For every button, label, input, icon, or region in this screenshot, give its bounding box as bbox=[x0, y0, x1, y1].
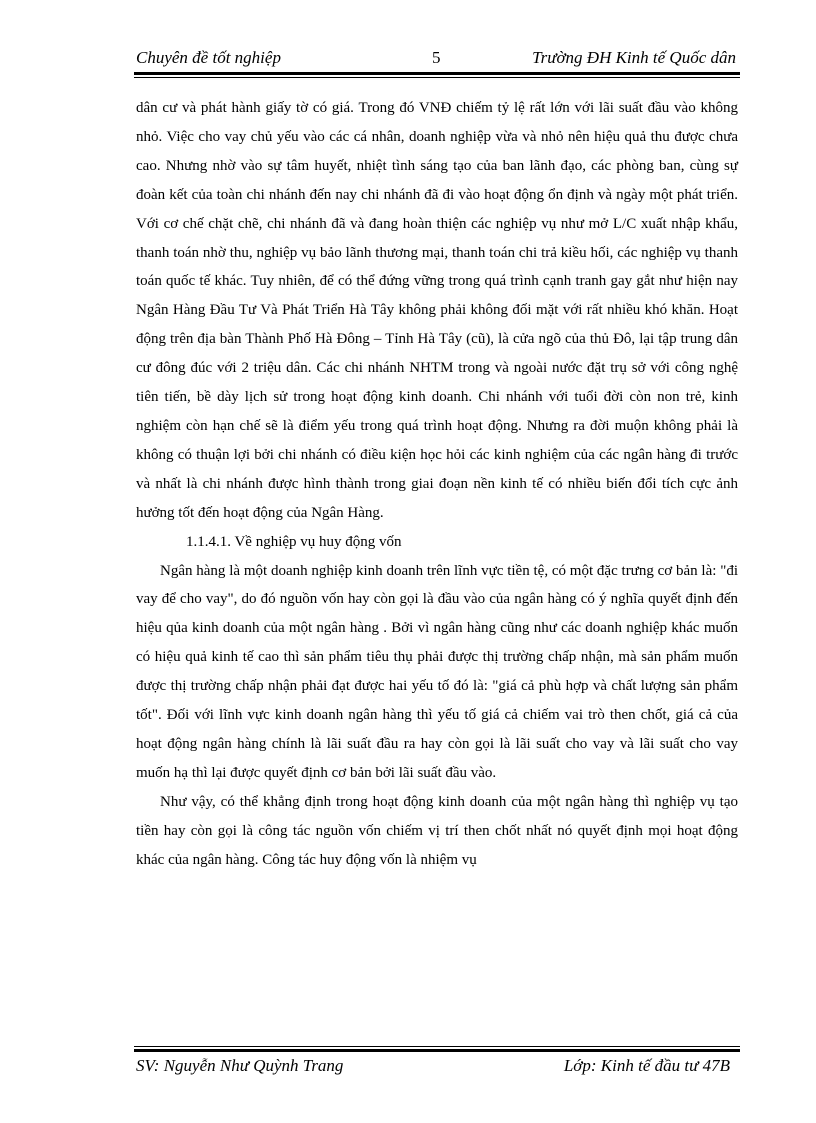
header-page-number: 5 bbox=[432, 48, 441, 67]
page-footer bbox=[134, 1054, 740, 1080]
header-document-type: Chuyên đề tốt nghiệp bbox=[136, 48, 281, 67]
header-rule-thick bbox=[134, 72, 740, 75]
header-university: Trường ĐH Kinh tế Quốc dân bbox=[532, 48, 736, 67]
footer-student-name: SV: Nguyễn Như Quỳnh Trang bbox=[136, 1056, 344, 1075]
footer-class-name: Lớp: Kinh tế đầu tư 47B bbox=[563, 1056, 730, 1075]
section-heading: 1.1.4.1. Về nghiệp vụ huy động vốn bbox=[186, 533, 402, 550]
page-body bbox=[136, 94, 738, 874]
paragraph-capital-mobilization: Ngân hàng là một doanh nghiệp kinh doanh trên lĩnh vực tiền tệ, có một đặc trưng cơ bản là: "đi vay để cho vay", do đó nguồn vốn hay còn gọi là đầu vào của ngân hàng có ý nghĩa quyết định đến hiệu qủa kinh doanh của một ngân hàng . Bởi vì ngân hàng cũng như các doanh nghiệp khác muốn có hiệu quả kinh tế cao thì sản phẩm tiêu thụ phải được thị trường chấp nhận, mà sản phẩm muốn được thị trường chấp nhận phải đạt được hai yếu tố đó là: "giá cả phù hợp và chất lượng sản phẩm tốt". Đối với lĩnh vực kinh doanh ngân hàng thì yếu tố giá cả chiếm vai trò then chốt, giá cả của hoạt động ngân hàng chính là lãi suất đầu ra hay còn gọi là lãi suất cho vay và lãi suất cho vay muốn hạ thì lại được quyết định cơ bản bởi lãi suất đầu vào. bbox=[136, 562, 738, 781]
paragraph-conclusion: Như vậy, có thể khẳng định trong hoạt động kinh doanh của một ngân hàng thì nghiệp vụ tạo tiền hay còn gọi là công tác nguồn vốn chiếm vị trí then chốt nhất nó quyết định mọi hoạt động khác của ngân hàng. Công tác huy động vốn là nhiệm vụ bbox=[136, 793, 738, 868]
header-rule-thin bbox=[134, 77, 740, 78]
footer-rule-thin bbox=[134, 1046, 740, 1047]
footer-rule-thick bbox=[134, 1049, 740, 1052]
page-header bbox=[134, 46, 740, 72]
paragraph-continuation: dân cư và phát hành giấy tờ có giá. Trong đó VNĐ chiếm tỷ lệ rất lớn với lãi suất đầu vào không nhỏ. Việc cho vay chủ yếu vào các cá nhân, doanh nghiệp vừa và nhỏ nên hiệu quả thu được chưa cao. Nhưng nhờ vào sự tâm huyết, nhiệt tình sáng tạo của ban lãnh đạo, các phòng ban, cùng sự đoàn kết của toàn chi nhánh đến nay chi nhánh đã đi vào hoạt động ổn định và ngày một phát triển. Với cơ chế chặt chẽ, chi nhánh đã và đang hoàn thiện các nghiệp vụ như mở L/C xuất nhập khẩu, thanh toán nhờ thu, nghiệp vụ bảo lãnh thương mại, thanh toán chi trả kiều hối, các nghiệp vụ thanh toán quốc tế khác. Tuy nhiên, để có thể đứng vững trong quá trình cạnh tranh gay gắt như hiện nay Ngân Hàng Đầu Tư Và Phát Triển Hà Tây không phải không đối mặt với rất nhiều khó khăn. Hoạt động trên địa bàn Thành Phố Hà Đông – Tỉnh Hà Tây (cũ), là cửa ngõ của thủ Đô, lại tập trung dân cư đông đúc với 2 triệu dân. Các chi nhánh NHTM trong và ngoài nước đặt trụ sở với công nghệ tiên tiến, bề dày lịch sử trong hoạt động kinh doanh. Chi nhánh với tuổi đời còn non trẻ, kinh nghiệm còn hạn chế sẽ là điểm yếu trong quá trình hoạt động. Nhưng ra đời muộn không phải là không có thuận lợi bởi chi nhánh có điều kiện học hỏi các kinh nghiệm của các ngân hàng đi trước và nhất là chi nhánh được hình thành trong giai đoạn nền kinh tế có nhiều biến đổi tích cực ảnh hưởng tốt đến hoạt động của Ngân Hàng. bbox=[136, 100, 738, 521]
